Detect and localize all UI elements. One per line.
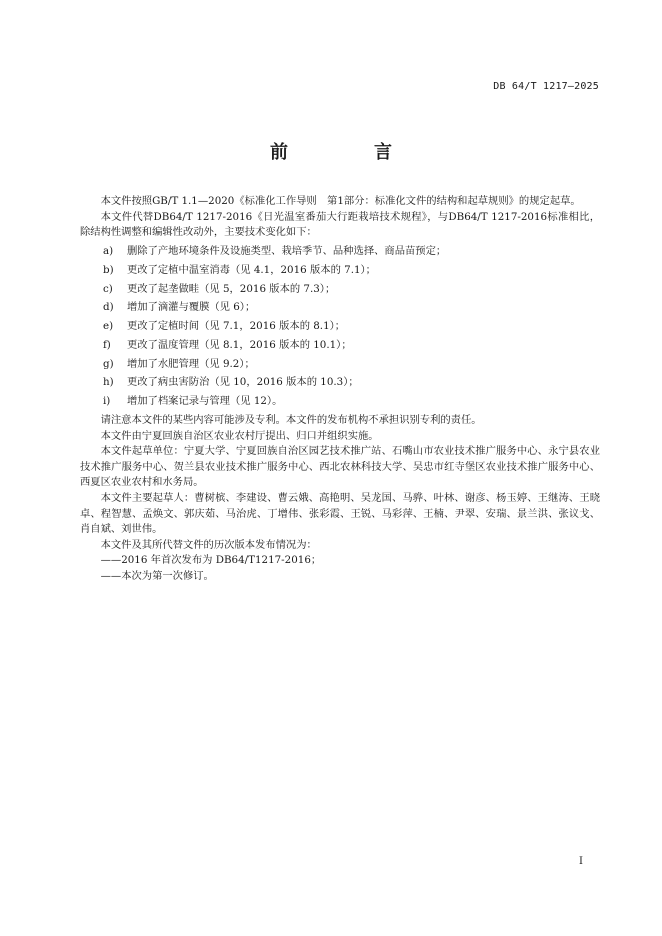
list-item bbox=[80, 394, 600, 410]
list-item-text: 删除了产地环境条件及设施类型、栽培季节、品种选择、商品苗预定； bbox=[127, 244, 447, 257]
list-marker: a) bbox=[103, 244, 114, 257]
paragraph-history-intro: 本文件及其所代替文件的历次版本发布情况为： bbox=[100, 538, 317, 551]
list-item bbox=[80, 338, 600, 354]
list-marker: d) bbox=[103, 301, 114, 314]
list-item-text: 更改了温度管理（见 8.1，2016 版本的 10.1）； bbox=[127, 338, 352, 351]
list-marker: h) bbox=[103, 376, 114, 389]
history-item: ——本次为第一次修订。 bbox=[100, 569, 214, 582]
list-item-text: 增加了档案记录与管理（见 12）。 bbox=[127, 395, 283, 408]
list-item-text: 更改了定植中温室消毒（见 4.1，2016 版本的 7.1）； bbox=[127, 263, 376, 276]
changes-list bbox=[80, 244, 600, 410]
list-marker: e) bbox=[103, 320, 114, 333]
paragraph-drafters: 本文件主要起草人：曹树槟、李建设、曹云娥、高艳明、吴龙国、马骅、叶林、谢彦、杨玉婷、王继涛、王晓卓、程智慧、孟焕文、郭庆茹、马治虎、丁增伟、张彩霞、王锐、马彩萍、王楠、尹翠、安瑞、景兰洪、张议戈、肖自斌、刘世伟。 bbox=[80, 491, 600, 536]
list-item-text: 更改了病虫害防治（见 10，2016 版本的 10.3）； bbox=[127, 376, 359, 389]
list-item bbox=[80, 263, 600, 279]
paragraph-drafting-units: 本文件起草单位：宁夏大学、宁夏回族自治区园艺技术推广站、石嘴山市农业技术推广服务中心、永宁县农业技术推广服务中心、贺兰县农业技术推广服务中心、西北农林科技大学、吴忠市红寺堡区农业技术推广服务中心、西夏区农业农村和水务局。 bbox=[80, 445, 600, 489]
page-number: I bbox=[579, 856, 583, 867]
list-item bbox=[80, 244, 600, 260]
list-item bbox=[80, 375, 600, 391]
list-item bbox=[80, 300, 600, 316]
page-title: 前 言 bbox=[270, 142, 426, 163]
list-item bbox=[80, 319, 600, 335]
foreword-body bbox=[80, 194, 600, 585]
paragraph-patent-notice: 请注意本文件的某些内容可能涉及专利。本文件的发布机构不承担识别专利的责任。 bbox=[100, 414, 482, 426]
list-item bbox=[80, 357, 600, 373]
list-item-text: 更改了定植时间（见 7.1，2016 版本的 8.1）； bbox=[127, 320, 346, 333]
paragraph-drafting-basis: 本文件按照GB/T 1.1—2020《标准化工作导则 第1部分：标准化文件的结构和起草规则》的规定起草。 bbox=[100, 195, 581, 207]
paragraph-replacement: 本文件代替DB64/T 1217-2016《日光温室番茄大行距栽培技术规程》，与DB64/T 1217-2016标准相比，除结构性调整和编辑性改动外，主要技术变化如下： bbox=[80, 210, 600, 239]
list-item bbox=[80, 282, 600, 298]
history-item: ——2016 年首次发布为 DB64/T1217-2016； bbox=[100, 554, 322, 567]
list-marker: i) bbox=[103, 395, 111, 408]
list-marker: g) bbox=[103, 357, 114, 370]
list-item-text: 增加了水肥管理（见 9.2）； bbox=[127, 357, 255, 370]
list-marker: f) bbox=[103, 338, 111, 351]
list-marker: b) bbox=[103, 263, 114, 276]
document-code: DB 64/T 1217—2025 bbox=[493, 81, 599, 92]
list-item-text: 增加了滴灌与覆膜（见 6）； bbox=[127, 301, 256, 314]
list-marker: c) bbox=[103, 282, 113, 295]
list-item-text: 更改了起垄做畦（见 5，2016 版本的 7.3）； bbox=[127, 282, 336, 295]
paragraph-proposer: 本文件由宁夏回族自治区农业农村厅提出、归口并组织实施。 bbox=[100, 429, 379, 442]
